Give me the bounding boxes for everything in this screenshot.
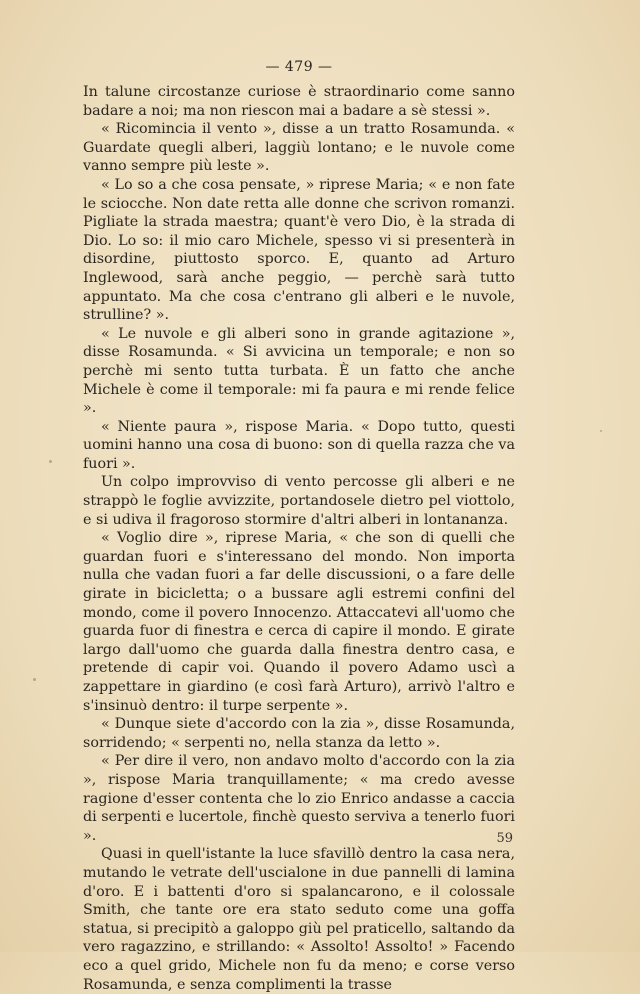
paper-speck [49,460,52,463]
paragraph: Un colpo improvviso di vento percosse gli alberi e ne strappò le foglie avvizzite, portandosele dietro pel viottolo, e si udiva il fragoroso stormire d'altri alberi in lontananza. [83,474,515,528]
page-number: — 479 — [265,59,333,75]
paragraph: « Le nuvole e gli alberi sono in grande agitazione », disse Rosamunda. « Si avvicina un temporale; e non so perchè mi sento tutta turbata. È un fatto che anche Michele è come il temporale: mi fa paura e mi rende felice ». [83,325,515,417]
paragraph: « Niente paura », rispose Maria. « Dopo tutto, questi uomini hanno una cosa di buono: son di quella razza che va fuori ». [83,418,515,472]
paragraph: « Ricomincia il vento », disse a un tratto Rosamunda. « Guardate quegli alberi, laggiù lontano; e le nuvole come vanno sempre più leste ». [83,121,515,175]
paragraph: Quasi in quell'istante la luce sfavillò dentro la casa nera, mutando le vetrate dell'uscialone in due pannelli di lamina d'oro. E i battenti d'oro si spalancarono, e il colossale Smith, che tante ore era stato seduto come una goffa statua, si precipitò a galoppo giù pel praticello, saltando da vero ragazzino, e strillando: « Assolto! Assolto! » Facendo eco a quel grido, Michele non fu da meno; e corse verso Rosamunda, e senza complimenti la trasse [83,846,515,993]
paragraph: In talune circostanze curiose è straordinario come sanno badare a noi; ma non riescon mai a badare a sè stessi ». [83,84,515,119]
book-page [83,58,515,994]
signature-mark: 59 [496,831,513,846]
body-text [83,83,515,994]
paper-speck [600,430,602,432]
paper-speck [33,678,36,681]
paragraph: « Voglio dire », riprese Maria, « che son di quelli che guardan fuori e s'interessano del mondo. Non importa nulla che vadan fuori a far delle discussioni, o a fare delle girate in bicicletta; o a bussare agli estremi confini del mondo, come il povero Innocenzo. Attaccatevi all'uomo che guarda fuor di finestra e cerca di capire il mondo. E girate largo dall'uomo che guarda dalla finestra dentro casa, e pretende di capir voi. Quando il povero Adamo uscì a zappettare in giardino (e così farà Arturo), arrivò l'altro e s'insinuò dentro: il turpe serpente ». [83,530,515,714]
paragraph: « Dunque siete d'accordo con la zia », disse Rosamunda, sorridendo; « serpenti no, nella stanza da letto ». [83,716,515,751]
paragraph: « Lo so a che cosa pensate, » riprese Maria; « e non fate le sciocche. Non date retta alle donne che scrivon romanzi. Pigliate la strada maestra; quant'è vero Dio, è la strada di Dio. Lo so: il mio caro Michele, spesso vi si presenterà in disordine, piuttosto sporco. E, quanto ad Arturo Inglewood, sarà anche peggio, — perchè sarà tutto appuntato. Ma che cosa c'entrano gli alberi e le nuvole, strulline? ». [83,176,515,324]
paragraph: « Per dire il vero, non andavo molto d'accordo con la zia », rispose Maria tranquillamente; « ma credo avesse ragione d'esser contenta che lo zio Enrico andasse a caccia di serpenti e lucertole, finchè questo serviva a tenerlo fuori ». [83,753,515,844]
